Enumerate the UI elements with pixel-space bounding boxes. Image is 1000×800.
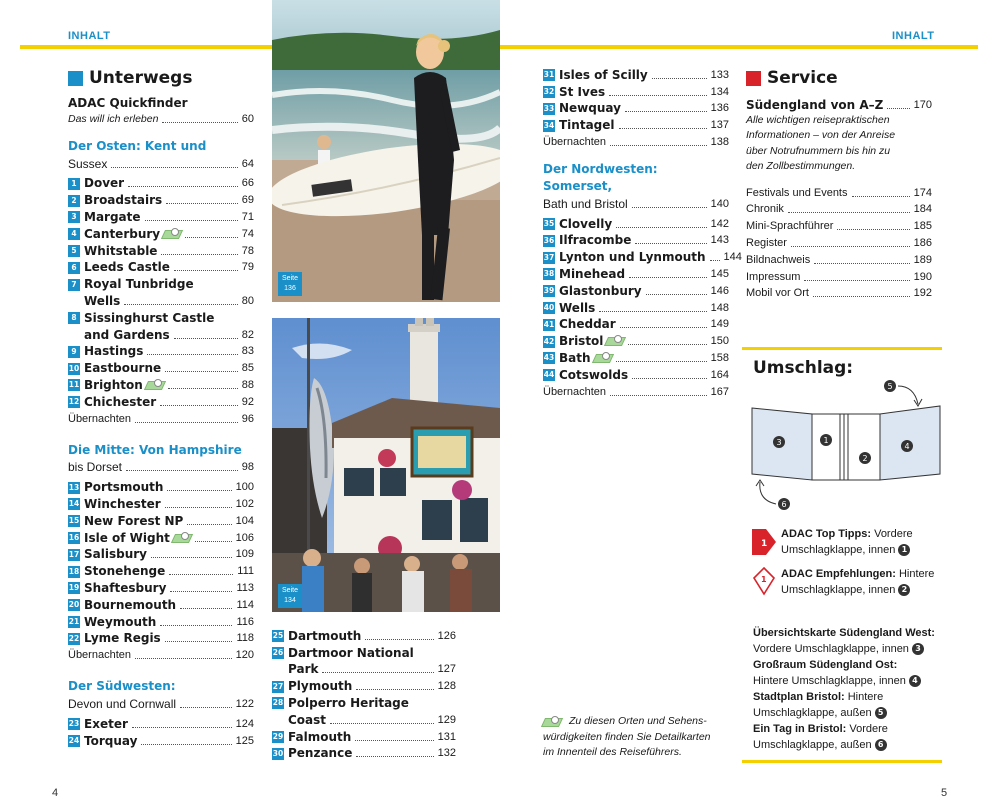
cover-fold-diagram (742, 374, 947, 514)
entry-page: 85 (241, 362, 254, 375)
toc-entry[interactable]: 27 Plymouth 128 (272, 679, 456, 694)
map-note: Zu diesen Orten und Sehens- würdigkeiten finden Sie Detailkarten im Innenteil des Reiseführers. (543, 715, 711, 758)
entry-number-badge: 32 (543, 87, 555, 97)
entry-page: 104 (235, 514, 254, 527)
entry-label: Isles of Scilly (559, 67, 648, 82)
page-number-left: 4 (52, 787, 59, 799)
entry-label: Stonehenge (84, 564, 166, 579)
entry-number-badge: 3 (68, 211, 80, 223)
entry-page: 144 (723, 251, 742, 264)
map-icon (594, 352, 612, 362)
cover-map-entry: Übersichtskarte Südengland West: (753, 627, 935, 639)
toc-entry[interactable] (543, 100, 729, 117)
entry-label: Isle of Wight (84, 530, 170, 545)
toc-entry[interactable] (68, 495, 254, 512)
legend-top-tipps: ADAC Top Tipps: Vordere Umschlagklappe, innen 1 (781, 528, 913, 556)
region-heading-mitte-line2[interactable]: bis Dorset 98 (68, 460, 254, 475)
toc-entry[interactable] (68, 208, 254, 225)
entry-page: 132 (437, 747, 456, 760)
section-title-service: Service (746, 66, 932, 90)
toc-column-1 (68, 66, 254, 749)
cover-map-entry: Großraum Südengland Ost: (753, 659, 898, 671)
entry-page: 106 (235, 531, 254, 544)
toc-column-4: Service Südengland von A–Z 170 Alle wichtigen reisepraktischen Informationen – von der Anreise über Notrufnummern bis hin zu den Zollbestimmungen. Festivals und Events 174 Chronik 184 Mini-Sprachführer 185 Register 186 Bildnachweis 189 Impressum 190 Mobil vor Ort 192 (746, 68, 932, 300)
col3-list (543, 66, 729, 133)
pub-photo (272, 318, 500, 612)
toc-entry[interactable] (68, 359, 254, 376)
toc-entry[interactable]: Mini-Sprachführer 185 (746, 220, 932, 233)
svg-text:1: 1 (761, 575, 767, 584)
header-left-label: INHALT (68, 30, 111, 42)
entry-label: Brighton (84, 377, 143, 392)
entry-page: 125 (235, 734, 254, 747)
entry-label: Weymouth (84, 614, 157, 629)
entry-number-badge: 6 (68, 262, 80, 274)
page-number-right: 5 (941, 787, 948, 799)
toc-entry[interactable] (543, 366, 729, 383)
diagram-num-3 (773, 436, 785, 448)
umschlag-top-line (742, 347, 942, 350)
toc-entry[interactable]: Festivals und Events 174 (746, 186, 932, 199)
toc-entry[interactable] (68, 596, 254, 613)
entry-page: 66 (241, 177, 254, 190)
entry-number-badge: 31 (543, 70, 555, 80)
pub-illustration (272, 318, 500, 612)
svg-text:6: 6 (781, 500, 787, 509)
svg-text:2: 2 (862, 454, 868, 463)
toc-entry[interactable]: Übernachten 120 (68, 649, 254, 662)
entry-page: 100 (235, 481, 254, 494)
entry-number-badge: 9 (68, 346, 80, 358)
section-square-icon (746, 71, 761, 86)
entry-number-badge: 16 (68, 533, 80, 543)
toc-entry[interactable]: 7 Royal Tunbridge (68, 275, 254, 292)
region-heading-suedwesten-line2[interactable]: Devon und Cornwall 122 (68, 696, 254, 711)
toc-entry[interactable] (543, 299, 729, 316)
entry-number-badge: 20 (68, 600, 80, 610)
toc-entry[interactable] (543, 265, 729, 282)
nordwesten-list (543, 215, 742, 383)
svg-text:1: 1 (761, 539, 768, 549)
suedwesten-list (68, 715, 254, 749)
entry-page: 116 (236, 615, 254, 628)
toc-column-3 (543, 66, 742, 400)
entry-number-badge: 35 (543, 219, 555, 229)
toc-entry[interactable]: Mobil vor Ort 192 (746, 287, 932, 300)
toc-entry[interactable] (68, 546, 254, 563)
entry-label: Clovelly (559, 216, 613, 231)
empfehlungen-icon (752, 566, 776, 596)
entry-number-badge: 44 (543, 370, 555, 380)
entry-page: 114 (236, 598, 254, 611)
svg-text:4: 4 (904, 442, 910, 451)
entry-label: St Ives (559, 84, 606, 99)
region-heading-nordwesten-line2[interactable]: Bath und Bristol 140 (543, 196, 729, 211)
toc-entry[interactable] (68, 259, 254, 276)
surfer-illustration (272, 0, 500, 302)
entry-page: 71 (241, 210, 254, 223)
diagram-num-5 (884, 380, 896, 392)
entry-number-badge: 14 (68, 499, 80, 509)
toc-entry[interactable] (543, 316, 729, 333)
service-list (746, 184, 932, 302)
diagram-num-1 (820, 434, 832, 446)
entry-page: 134 (710, 85, 729, 98)
entry-number-badge: 24 (68, 736, 80, 745)
entry-page: 150 (710, 335, 729, 348)
toc-entry[interactable]: Coast 129 (288, 712, 456, 727)
photo-page-badge[interactable]: Seite 136 (278, 272, 302, 296)
legend-empfehlungen: ADAC Empfehlungen: Hintere Umschlagklappe, innen 2 (781, 568, 935, 596)
entry-page: 109 (235, 548, 254, 561)
toc-entry[interactable]: Übernachten 96 (68, 412, 254, 425)
toc-entry[interactable]: Bildnachweis 189 (746, 253, 932, 266)
map-icon (146, 379, 164, 389)
entry-page: 137 (710, 119, 729, 132)
entry-label: Whitstable (84, 243, 158, 258)
toc-entry[interactable] (68, 512, 254, 529)
umschlag-bottom-line (742, 760, 942, 763)
toc-entry[interactable]: 8 Sissinghurst Castle (68, 309, 254, 326)
toc-entry[interactable] (68, 191, 254, 208)
entry-label: Torquay (84, 733, 138, 748)
region-heading-nordwesten: Der Nordwesten: Somerset, (543, 161, 658, 193)
toc-entry[interactable] (68, 393, 254, 410)
toc-entry[interactable] (543, 332, 729, 349)
region-heading-osten-line2[interactable]: Sussex 64 (68, 156, 254, 171)
toc-entry[interactable] (543, 349, 729, 366)
photo-page-badge[interactable]: Seite 134 (278, 584, 302, 608)
entry-page: 118 (236, 632, 254, 645)
col2-list-2 (272, 728, 456, 762)
toc-entry[interactable]: 28 Polperro Heritage (272, 695, 409, 710)
entry-label: Penzance (288, 746, 353, 761)
entry-label: Margate (84, 209, 141, 224)
entry-label: Wells (559, 300, 596, 315)
section-square-icon (68, 71, 83, 86)
entry-number-badge: 19 (68, 583, 80, 593)
entry-number-badge: 22 (68, 633, 80, 643)
entry-number-badge: 1 (68, 178, 80, 190)
osten-list (68, 175, 254, 276)
toc-entry[interactable] (68, 376, 254, 393)
toc-entry[interactable]: Übernachten 167 (543, 385, 729, 398)
surfer-photo (272, 0, 500, 302)
entry-number-badge: 43 (543, 353, 555, 363)
entry-number-badge: 13 (68, 482, 80, 492)
osten-list-2 (68, 343, 254, 410)
entry-label: Canterbury (84, 226, 161, 241)
section-title-unterwegs: Unterwegs (68, 66, 254, 90)
toc-entry[interactable] (543, 83, 729, 100)
entry-number-badge: 39 (543, 286, 555, 296)
entry-number-badge: 10 (68, 363, 80, 373)
entry-page: 102 (235, 497, 254, 510)
toc-entry[interactable] (68, 529, 254, 546)
quickfinder-heading: ADAC Quickfinder (68, 96, 188, 110)
entry-label: Bournemouth (84, 597, 177, 612)
toc-entry[interactable] (68, 613, 254, 630)
entry-label: Eastbourne (84, 361, 162, 376)
entry-label: Dartmouth (288, 628, 362, 643)
toc-column-2 (272, 627, 456, 761)
entry-page: 149 (710, 318, 729, 331)
entry-page: 92 (241, 395, 254, 408)
diagram-num-4 (901, 440, 913, 452)
entry-label: Lynton und Lynmouth (559, 250, 706, 265)
col2-list (272, 627, 456, 644)
diagram-num-6 (778, 498, 790, 510)
entry-page: 142 (710, 217, 729, 230)
entry-label: Bath (559, 350, 591, 365)
toc-entry[interactable] (272, 745, 456, 762)
toc-entry[interactable] (68, 478, 254, 495)
entry-label: Shaftesbury (84, 580, 167, 595)
entry-number-badge: 40 (543, 303, 555, 313)
map-icon (173, 532, 191, 542)
entry-page: 133 (710, 68, 729, 81)
top-tipps-icon (752, 527, 776, 557)
entry-number-badge: 18 (68, 566, 80, 576)
entry-page: 78 (241, 244, 254, 257)
toc-entry[interactable] (68, 175, 254, 192)
entry-label: Leeds Castle (84, 260, 170, 275)
mitte-list (68, 478, 254, 646)
entry-page: 79 (241, 261, 254, 274)
entry-number-badge: 25 (272, 631, 284, 641)
svg-text:3: 3 (776, 438, 782, 447)
toc-entry[interactable] (272, 627, 456, 644)
toc-entry[interactable]: and Gardens 82 (84, 327, 254, 342)
entry-number-badge: 15 (68, 516, 80, 526)
toc-entry[interactable] (68, 630, 254, 647)
entry-number-badge: 12 (68, 397, 80, 407)
entry-number-badge: 21 (68, 617, 80, 627)
region-heading-osten: Der Osten: Kent und (68, 138, 207, 153)
toc-entry[interactable]: Impressum 190 (746, 270, 932, 283)
entry-label: Glastonbury (559, 283, 642, 298)
entry-page: 136 (710, 102, 729, 115)
entry-number-badge: 37 (543, 252, 555, 262)
entry-page: 111 (237, 565, 254, 578)
toc-entry[interactable] (68, 343, 254, 360)
entry-label: Cheddar (559, 317, 616, 332)
entry-label: Falmouth (288, 729, 352, 744)
entry-number-badge: 23 (68, 719, 80, 729)
entry-label: Dover (84, 176, 125, 191)
map-icon (543, 716, 561, 726)
entry-number-badge: 33 (543, 103, 555, 113)
toc-entry[interactable] (68, 732, 254, 749)
entry-label: Winchester (84, 496, 161, 511)
toc-entry[interactable] (543, 232, 729, 249)
toc-entry[interactable]: Wells 80 (84, 293, 254, 308)
entry-label: Ilfracombe (559, 233, 632, 248)
cover-map-entry: Ein Tag in Bristol: Vordere (753, 723, 888, 735)
entry-number-badge: 4 (68, 228, 80, 240)
toc-entry[interactable] (68, 715, 254, 732)
entry-page: 164 (710, 368, 729, 381)
entry-label: Portsmouth (84, 480, 164, 495)
toc-entry[interactable]: Übernachten 138 (543, 135, 729, 148)
entry-number-badge: 17 (68, 549, 80, 559)
cover-map-entry: Stadtplan Bristol: Hintere (753, 691, 884, 703)
entry-page: 124 (235, 717, 254, 730)
entry-number-badge: 30 (272, 748, 284, 758)
entry-number-badge: 29 (272, 732, 284, 742)
toc-entry[interactable]: Park 127 (288, 662, 456, 677)
entry-label: Tintagel (559, 118, 615, 133)
toc-entry[interactable] (543, 282, 729, 299)
toc-entry[interactable] (543, 215, 729, 232)
entry-label: Exeter (84, 716, 128, 731)
entry-label: Chichester (84, 394, 157, 409)
svg-text:1: 1 (823, 436, 829, 445)
entry-page: 148 (710, 301, 729, 314)
arrow-icon (760, 482, 776, 504)
entry-number-badge: 34 (543, 120, 555, 130)
region-heading-mitte: Die Mitte: Von Hampshire (68, 442, 242, 457)
entry-label: Lyme Regis (84, 631, 161, 646)
entry-number-badge: 41 (543, 319, 555, 329)
entry-page: 74 (241, 227, 254, 240)
entry-page: 143 (710, 234, 729, 247)
entry-number-badge: 42 (543, 336, 555, 346)
umschlag-title: Umschlag: (753, 358, 854, 378)
entry-number-badge: 38 (543, 269, 555, 279)
cover-maps-list: Übersichtskarte Südengland West: Vordere Umschlagklappe, innen 3 Großraum Südengland Ost: Hintere Umschlagklappe, innen 4 Stadtplan Bristol: Hintere Umschlagklappe, außen 5 Ein Tag in Bristol: Vordere Umschlagklappe, außen 6 (753, 625, 943, 753)
entry-label: Cotswolds (559, 367, 629, 382)
entry-label: New Forest NP (84, 513, 184, 528)
entry-page: 131 (437, 730, 456, 743)
entry-label: Bristol (559, 334, 604, 349)
toc-entry[interactable] (272, 728, 456, 745)
toc-entry[interactable]: Südengland von A–Z 170 (746, 97, 932, 112)
entry-page: 83 (241, 345, 254, 358)
svg-text:5: 5 (887, 382, 893, 391)
toc-entry[interactable]: Register 186 (746, 236, 932, 249)
entry-label: Newquay (559, 101, 621, 116)
toc-entry[interactable] (543, 116, 729, 133)
header-right-bar (500, 45, 978, 49)
entry-number-badge: 11 (68, 380, 80, 390)
map-icon (163, 228, 181, 238)
diagram-num-2 (859, 452, 871, 464)
entry-page: 145 (710, 267, 729, 280)
toc-entry[interactable] (543, 66, 729, 83)
entry-label: Hastings (84, 344, 144, 359)
entry-label: Broadstairs (84, 193, 163, 208)
header-left-bar (20, 45, 272, 49)
toc-entry[interactable] (68, 242, 254, 259)
toc-entry[interactable]: Das will ich erleben 60 (68, 112, 254, 125)
entry-number-badge: 36 (543, 235, 555, 245)
entry-page: 88 (241, 378, 254, 391)
entry-label: Salisbury (84, 547, 147, 562)
toc-entry[interactable] (68, 562, 254, 579)
toc-entry[interactable] (68, 225, 254, 242)
entry-page: 126 (437, 629, 456, 642)
entry-page: 158 (710, 351, 729, 364)
entry-page: 69 (241, 194, 254, 207)
toc-entry[interactable] (543, 248, 742, 265)
entry-number-badge: 2 (68, 195, 80, 207)
region-heading-suedwesten: Der Südwesten: (68, 679, 176, 694)
toc-entry[interactable]: 26 Dartmoor National (272, 645, 414, 660)
toc-entry[interactable]: Chronik 184 (746, 203, 932, 216)
entry-page: 146 (710, 284, 729, 297)
toc-entry[interactable] (68, 579, 254, 596)
entry-page: 113 (236, 581, 254, 594)
header-right-label: INHALT (892, 30, 935, 42)
map-icon (606, 335, 624, 345)
entry-number-badge: 5 (68, 245, 80, 257)
entry-label: Minehead (559, 266, 626, 281)
